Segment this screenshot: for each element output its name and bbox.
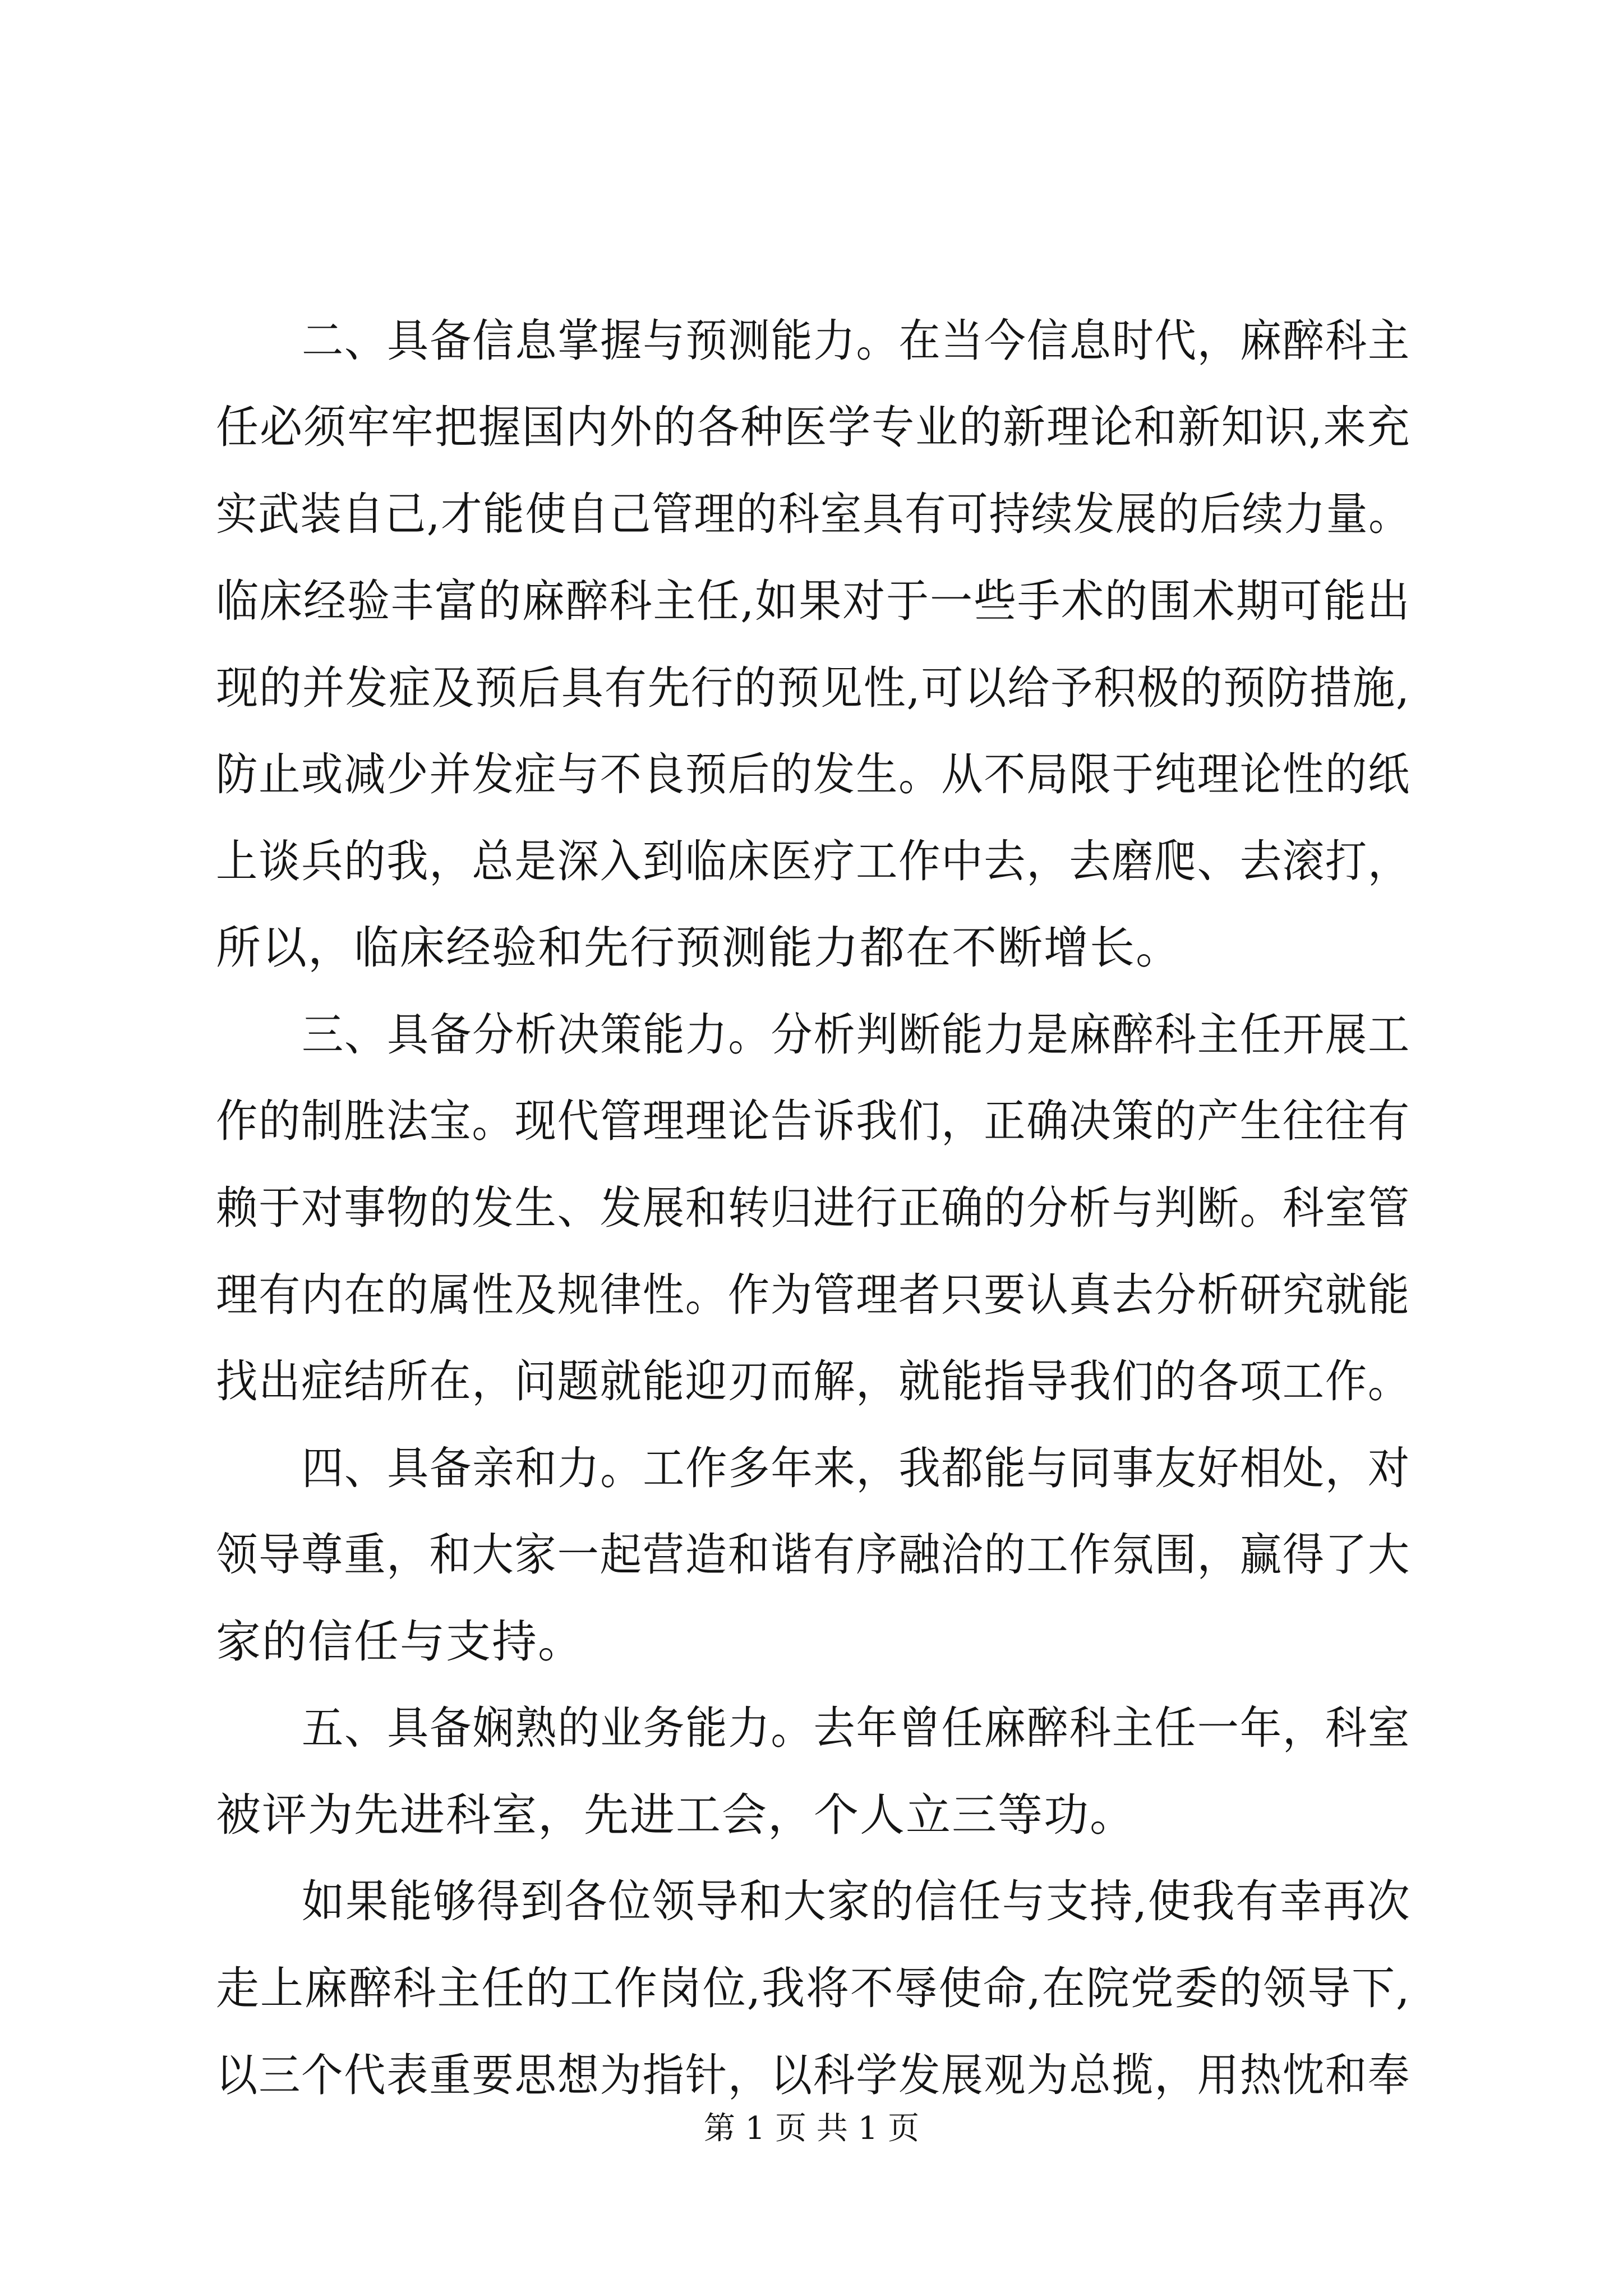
text-line: 临床经验丰富的麻醉科主任,如果对于一些手术的围术期可能出 (216, 575, 1411, 627)
text-line: 理有内在的属性及规律性。作为管理者只要认真去分析研究就能 (216, 1269, 1410, 1321)
text-line: 领导尊重，和大家一起营造和谐有序融洽的工作氛围，赢得了大 (216, 1529, 1410, 1581)
text-line: 防止或减少并发症与不良预后的发生。从不局限于纯理论性的纸 (216, 748, 1410, 800)
text-line: 二、具备信息掌握与预测能力。在当今信息时代，麻醉科主 (302, 315, 1411, 367)
text-line: 被评为先进科室，先进工会，个人立三等功。 (216, 1789, 1136, 1841)
text-line: 所以，临床经验和先行预测能力都在不断增长。 (216, 922, 1182, 974)
text-line: 四、具备亲和力。工作多年来，我都能与同事友好相处，对 (302, 1442, 1411, 1494)
text-line: 以三个代表重要思想为指针，以科学发展观为总揽，用热忱和奉 (216, 2049, 1410, 2101)
text-line: 找出症结所在，问题就能迎刃而解，就能指导我们的各项工作。 (216, 1355, 1410, 1407)
text-line: 五、具备娴熟的业务能力。去年曾任麻醉科主任一年，科室 (302, 1702, 1411, 1754)
text-line: 作的制胜法宝。现代管理理论告诉我们，正确决策的产生往往有 (216, 1095, 1410, 1147)
text-line: 走上麻醉科主任的工作岗位,我将不辱使命,在院党委的领导下, (216, 1962, 1411, 2014)
text-line: 如果能够得到各位领导和大家的信任与支持,使我有幸再次 (302, 1875, 1411, 1927)
text-line: 家的信任与支持。 (216, 1616, 584, 1668)
text-line: 上谈兵的我，总是深入到临床医疗工作中去，去磨爬、去滚打， (216, 835, 1410, 887)
page-number: 第 1 页 共 1 页 (703, 2110, 920, 2147)
text-line: 三、具备分析决策能力。分析判断能力是麻醉科主任开展工 (302, 1009, 1411, 1061)
text-line: 任必须牢牢把握国内外的各种医学专业的新理论和新知识,来充 (216, 401, 1411, 453)
text-line: 现的并发症及预后具有先行的预见性,可以给予积极的预防措施, (216, 662, 1410, 714)
text-line: 实武装自己,才能使自己管理的科室具有可持续发展的后续力量。 (216, 488, 1411, 540)
text-line: 赖于对事物的发生、发展和转归进行正确的分析与判断。科室管 (216, 1182, 1410, 1234)
